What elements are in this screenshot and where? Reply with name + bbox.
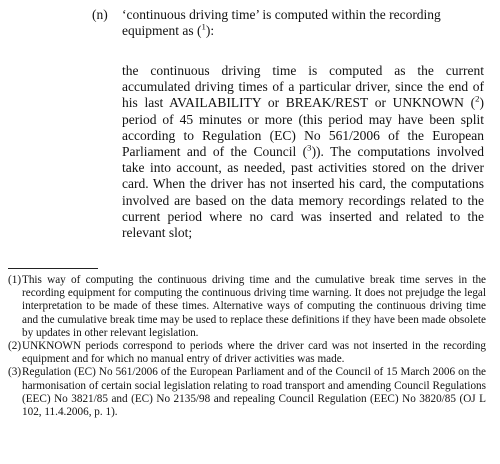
footnote-3: [8, 366, 486, 419]
footnotes: [8, 274, 486, 419]
footnote-text: UNKNOWN periods correspond to periods where the driver card was not inserted in the recording equipment and for which no manual entry of driver activities was made.: [22, 340, 486, 366]
footnote-1: [8, 274, 486, 340]
footnote-number: (3): [8, 366, 22, 379]
footnote-divider: [8, 268, 98, 269]
definition-heading: [122, 7, 484, 39]
body-part-1: the continuous driving time is computed as the current accumulated driving times of a particular driver, since the end of his last AVAILABILITY or BREAK/REST or UNKNOWN (: [122, 63, 484, 111]
footnote-text: This way of computing the continuous driving time and the cumulative break time serves in the recording equipment for computing the continuous driving time warning. It does not prejudge the legal interpretation to be made of these times. Alternative ways of computing the continuous driving time and the cumulative break time may be used to replace these definitions if they have been made obsolete by updates in other relevant legislation.: [22, 274, 486, 339]
footnote-ref-3: 3: [307, 142, 312, 153]
footnote-text: Regulation (EC) No 561/2006 of the European Parliament and of the Council of 15 March 2006 on the harmonisation of certain social legislation relating to road transport and amending Council Regulations (EEC) No 3821/85 and (EC) No 2135/98 and repealing Council Regulation (EEC) No 3820/85 (OJ L 102, 11.4.2006, p. 1).: [22, 366, 486, 419]
definition-body: [122, 63, 484, 241]
footnote-ref-1: 1: [201, 21, 206, 32]
definition-term: ‘continuous driving time’ is computed within the recording equipment as (: [122, 7, 441, 38]
item-label: (n): [92, 7, 108, 22]
footnote-number: (2): [8, 340, 22, 353]
footnote-ref-2: 2: [475, 93, 480, 104]
definition-suffix: ):: [205, 23, 215, 38]
body-part-2: ) period of 45 minutes or more (this period may have been split according to Regulation (EC) No 561/2006 of the European Parliament and of the Council (: [122, 95, 484, 160]
footnote-number: (1): [8, 274, 22, 286]
footnote-2: [8, 340, 486, 366]
body-part-3: )). The computations involved take into account, as needed, past activities stored on the driver card. When the driver has not inserted his card, the computations involved are based on the data memory recordings related to the current period where no card was inserted and related to the relevant slot;: [122, 144, 484, 241]
